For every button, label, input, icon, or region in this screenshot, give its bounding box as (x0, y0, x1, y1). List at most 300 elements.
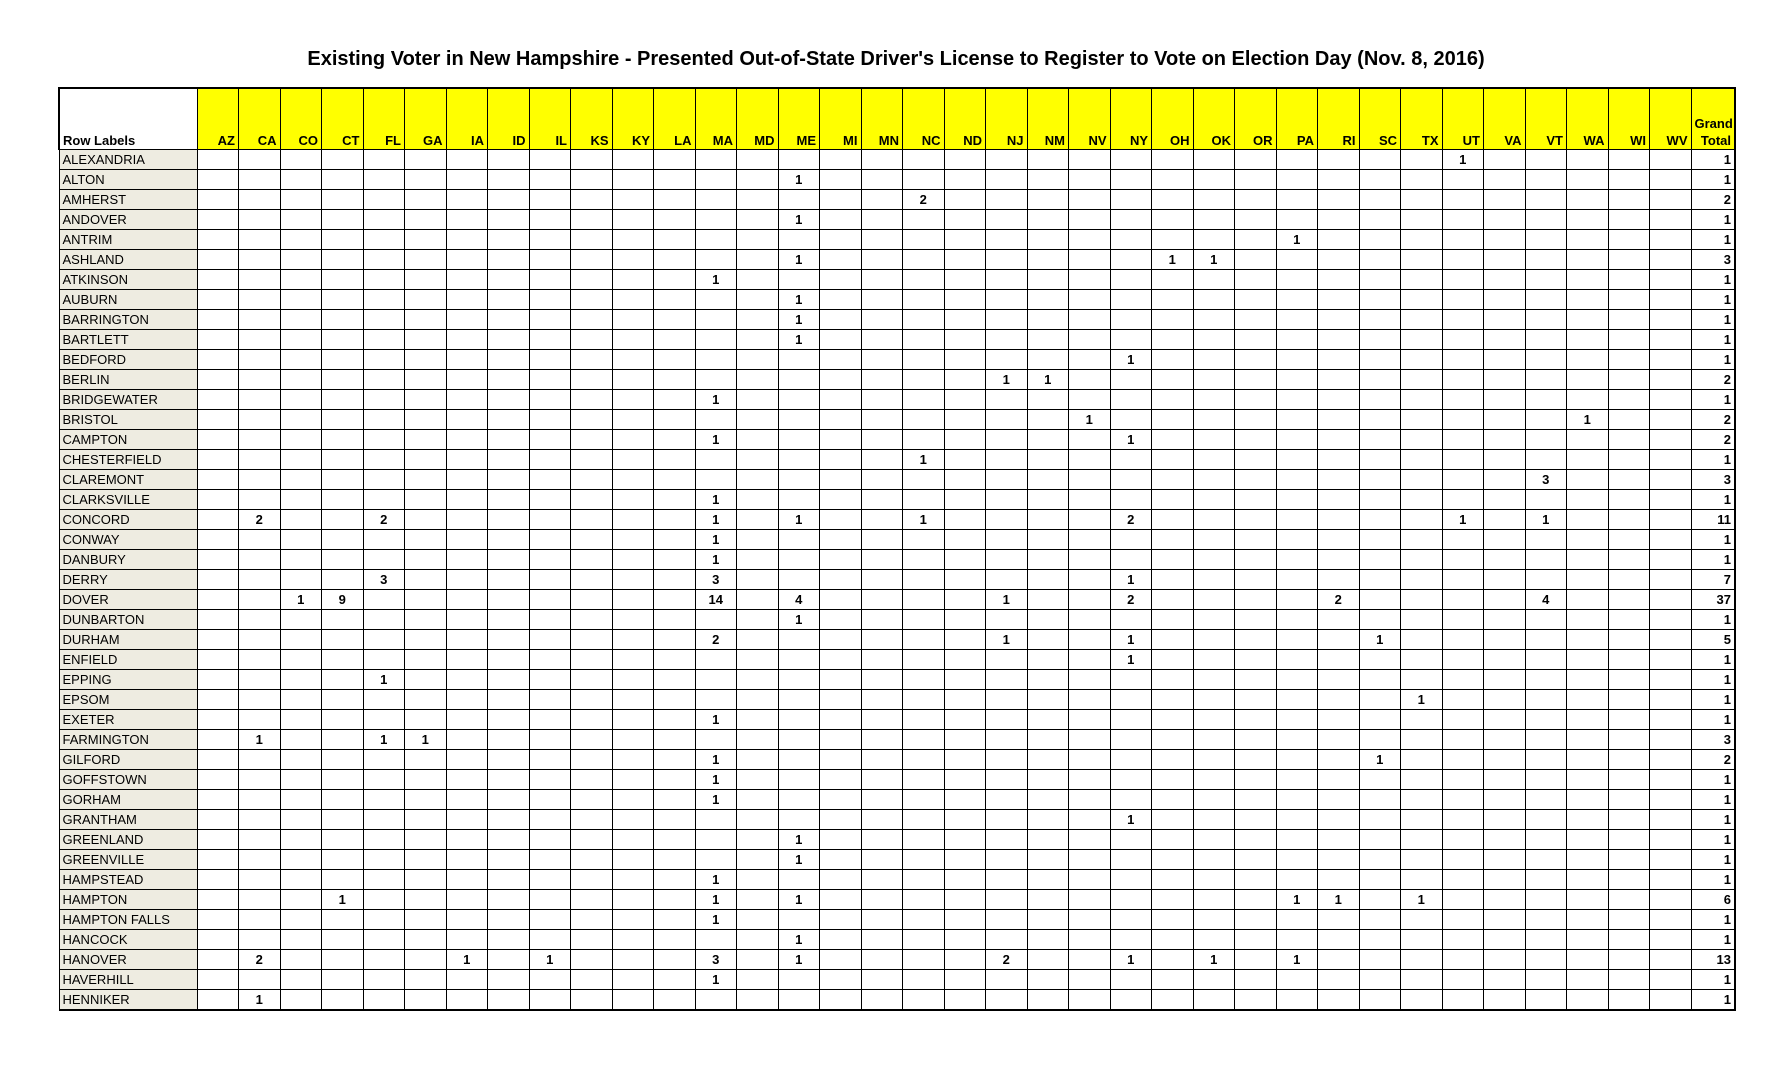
cell-il[interactable] (529, 350, 571, 370)
cell-az[interactable] (197, 470, 239, 490)
cell-sc[interactable] (1359, 210, 1401, 230)
cell-ct[interactable] (322, 290, 364, 310)
cell-wa[interactable] (1567, 530, 1609, 550)
cell-il[interactable] (529, 470, 571, 490)
cell-nc[interactable] (903, 910, 945, 930)
column-header-pa[interactable]: PA (1276, 88, 1318, 150)
cell-az[interactable] (197, 910, 239, 930)
cell-or[interactable] (1235, 630, 1277, 650)
cell-nj[interactable] (986, 650, 1028, 670)
cell-mn[interactable] (861, 870, 903, 890)
cell-co[interactable] (280, 290, 322, 310)
cell-ok[interactable] (1193, 750, 1235, 770)
row-label[interactable]: HAVERHILL (59, 970, 197, 990)
cell-la[interactable] (654, 410, 696, 430)
column-header-nv[interactable]: NV (1069, 88, 1111, 150)
cell-md[interactable] (737, 230, 779, 250)
cell-nm[interactable] (1027, 870, 1069, 890)
cell-sc[interactable] (1359, 770, 1401, 790)
cell-ok[interactable] (1193, 390, 1235, 410)
cell-ma[interactable]: 1 (695, 910, 737, 930)
cell-ct[interactable] (322, 930, 364, 950)
cell-wv[interactable] (1650, 190, 1692, 210)
cell-ks[interactable] (571, 690, 613, 710)
cell-nm[interactable] (1027, 490, 1069, 510)
cell-fl[interactable] (363, 690, 405, 710)
cell-sc[interactable] (1359, 790, 1401, 810)
grand-total-cell[interactable]: 1 (1691, 310, 1735, 330)
cell-va[interactable] (1484, 670, 1526, 690)
cell-ut[interactable] (1442, 230, 1484, 250)
cell-or[interactable] (1235, 730, 1277, 750)
cell-la[interactable] (654, 690, 696, 710)
cell-az[interactable] (197, 850, 239, 870)
cell-ky[interactable] (612, 670, 654, 690)
cell-nc[interactable] (903, 690, 945, 710)
cell-pa[interactable] (1276, 170, 1318, 190)
cell-la[interactable] (654, 670, 696, 690)
cell-nd[interactable] (944, 750, 986, 770)
cell-ut[interactable] (1442, 730, 1484, 750)
grand-total-cell[interactable]: 1 (1691, 970, 1735, 990)
cell-co[interactable] (280, 790, 322, 810)
cell-la[interactable] (654, 870, 696, 890)
cell-sc[interactable] (1359, 710, 1401, 730)
cell-pa[interactable] (1276, 830, 1318, 850)
cell-ga[interactable] (405, 170, 447, 190)
cell-id[interactable] (488, 770, 530, 790)
cell-wa[interactable] (1567, 210, 1609, 230)
cell-mn[interactable] (861, 830, 903, 850)
cell-fl[interactable] (363, 610, 405, 630)
cell-ri[interactable] (1318, 410, 1360, 430)
cell-ca[interactable]: 2 (239, 510, 281, 530)
cell-ga[interactable] (405, 790, 447, 810)
cell-oh[interactable] (1152, 470, 1194, 490)
cell-nd[interactable] (944, 950, 986, 970)
cell-tx[interactable] (1401, 650, 1443, 670)
cell-wv[interactable] (1650, 330, 1692, 350)
cell-mi[interactable] (820, 610, 862, 630)
cell-la[interactable] (654, 450, 696, 470)
cell-la[interactable] (654, 970, 696, 990)
cell-az[interactable] (197, 410, 239, 430)
cell-il[interactable] (529, 590, 571, 610)
cell-ga[interactable] (405, 470, 447, 490)
cell-ky[interactable] (612, 710, 654, 730)
row-label[interactable]: AMHERST (59, 190, 197, 210)
cell-ks[interactable] (571, 890, 613, 910)
cell-ks[interactable] (571, 870, 613, 890)
cell-wa[interactable] (1567, 750, 1609, 770)
cell-oh[interactable] (1152, 790, 1194, 810)
cell-ks[interactable] (571, 290, 613, 310)
row-label[interactable]: CONWAY (59, 530, 197, 550)
row-label[interactable]: BRIDGEWATER (59, 390, 197, 410)
cell-ri[interactable] (1318, 870, 1360, 890)
cell-co[interactable]: 1 (280, 590, 322, 610)
cell-ri[interactable] (1318, 770, 1360, 790)
cell-nv[interactable] (1069, 310, 1111, 330)
cell-nc[interactable] (903, 550, 945, 570)
cell-ks[interactable] (571, 750, 613, 770)
cell-va[interactable] (1484, 710, 1526, 730)
cell-oh[interactable] (1152, 210, 1194, 230)
cell-nd[interactable] (944, 210, 986, 230)
cell-la[interactable] (654, 170, 696, 190)
cell-ma[interactable] (695, 810, 737, 830)
cell-ks[interactable] (571, 770, 613, 790)
grand-total-cell[interactable]: 2 (1691, 430, 1735, 450)
cell-ga[interactable] (405, 630, 447, 650)
cell-la[interactable] (654, 590, 696, 610)
cell-co[interactable] (280, 230, 322, 250)
cell-pa[interactable]: 1 (1276, 230, 1318, 250)
cell-ks[interactable] (571, 350, 613, 370)
cell-md[interactable] (737, 410, 779, 430)
cell-ma[interactable] (695, 830, 737, 850)
column-header-il[interactable]: IL (529, 88, 571, 150)
cell-il[interactable] (529, 930, 571, 950)
column-header-ks[interactable]: KS (571, 88, 613, 150)
cell-fl[interactable] (363, 210, 405, 230)
cell-ri[interactable] (1318, 830, 1360, 850)
cell-ma[interactable]: 1 (695, 890, 737, 910)
cell-me[interactable]: 1 (778, 930, 820, 950)
cell-ky[interactable] (612, 570, 654, 590)
cell-co[interactable] (280, 490, 322, 510)
cell-co[interactable] (280, 330, 322, 350)
cell-ky[interactable] (612, 510, 654, 530)
cell-ok[interactable] (1193, 490, 1235, 510)
cell-me[interactable] (778, 430, 820, 450)
cell-oh[interactable] (1152, 430, 1194, 450)
cell-ri[interactable] (1318, 330, 1360, 350)
row-label[interactable]: BERLIN (59, 370, 197, 390)
cell-oh[interactable] (1152, 310, 1194, 330)
cell-ut[interactable] (1442, 970, 1484, 990)
cell-id[interactable] (488, 250, 530, 270)
cell-mi[interactable] (820, 690, 862, 710)
cell-wv[interactable] (1650, 470, 1692, 490)
cell-ga[interactable] (405, 890, 447, 910)
column-header-wv[interactable]: WV (1650, 88, 1692, 150)
cell-la[interactable] (654, 810, 696, 830)
grand-total-cell[interactable]: 6 (1691, 890, 1735, 910)
cell-tx[interactable]: 1 (1401, 690, 1443, 710)
cell-sc[interactable] (1359, 870, 1401, 890)
cell-mn[interactable] (861, 410, 903, 430)
cell-ia[interactable] (446, 630, 488, 650)
cell-ks[interactable] (571, 270, 613, 290)
cell-ut[interactable] (1442, 690, 1484, 710)
cell-or[interactable] (1235, 290, 1277, 310)
cell-ct[interactable] (322, 990, 364, 1011)
cell-ny[interactable] (1110, 290, 1152, 310)
cell-wa[interactable] (1567, 170, 1609, 190)
cell-il[interactable] (529, 490, 571, 510)
cell-pa[interactable]: 1 (1276, 950, 1318, 970)
cell-id[interactable] (488, 490, 530, 510)
cell-oh[interactable]: 1 (1152, 250, 1194, 270)
cell-ca[interactable] (239, 450, 281, 470)
cell-sc[interactable] (1359, 810, 1401, 830)
cell-id[interactable] (488, 350, 530, 370)
cell-nm[interactable] (1027, 430, 1069, 450)
cell-md[interactable] (737, 490, 779, 510)
cell-pa[interactable] (1276, 750, 1318, 770)
cell-nv[interactable] (1069, 510, 1111, 530)
cell-ok[interactable] (1193, 870, 1235, 890)
cell-az[interactable] (197, 550, 239, 570)
cell-ks[interactable] (571, 190, 613, 210)
cell-mn[interactable] (861, 390, 903, 410)
cell-mn[interactable] (861, 850, 903, 870)
cell-nc[interactable] (903, 590, 945, 610)
cell-ok[interactable] (1193, 770, 1235, 790)
cell-vt[interactable] (1525, 630, 1567, 650)
cell-fl[interactable] (363, 190, 405, 210)
grand-total-cell[interactable]: 1 (1691, 830, 1735, 850)
cell-mi[interactable] (820, 830, 862, 850)
cell-mi[interactable] (820, 190, 862, 210)
cell-ky[interactable] (612, 830, 654, 850)
cell-az[interactable] (197, 770, 239, 790)
cell-ks[interactable] (571, 490, 613, 510)
cell-ri[interactable] (1318, 170, 1360, 190)
cell-az[interactable] (197, 710, 239, 730)
cell-la[interactable] (654, 630, 696, 650)
row-label[interactable]: HAMPTON FALLS (59, 910, 197, 930)
cell-tx[interactable] (1401, 290, 1443, 310)
grand-total-cell[interactable]: 13 (1691, 950, 1735, 970)
cell-nj[interactable] (986, 910, 1028, 930)
cell-mi[interactable] (820, 770, 862, 790)
cell-me[interactable] (778, 970, 820, 990)
cell-sc[interactable] (1359, 570, 1401, 590)
cell-az[interactable] (197, 150, 239, 170)
cell-vt[interactable] (1525, 930, 1567, 950)
cell-la[interactable] (654, 650, 696, 670)
cell-md[interactable] (737, 730, 779, 750)
cell-il[interactable] (529, 330, 571, 350)
cell-ca[interactable] (239, 710, 281, 730)
cell-vt[interactable] (1525, 370, 1567, 390)
cell-wi[interactable] (1608, 950, 1650, 970)
cell-mn[interactable] (861, 930, 903, 950)
cell-wa[interactable] (1567, 850, 1609, 870)
cell-co[interactable] (280, 810, 322, 830)
cell-fl[interactable] (363, 650, 405, 670)
cell-nd[interactable] (944, 270, 986, 290)
cell-tx[interactable] (1401, 510, 1443, 530)
cell-me[interactable]: 1 (778, 210, 820, 230)
cell-ky[interactable] (612, 690, 654, 710)
cell-nd[interactable] (944, 890, 986, 910)
row-label[interactable]: HAMPTON (59, 890, 197, 910)
cell-nj[interactable] (986, 410, 1028, 430)
cell-oh[interactable] (1152, 990, 1194, 1011)
cell-sc[interactable] (1359, 170, 1401, 190)
row-label[interactable]: BARRINGTON (59, 310, 197, 330)
cell-nc[interactable] (903, 810, 945, 830)
cell-ok[interactable] (1193, 730, 1235, 750)
cell-ri[interactable] (1318, 470, 1360, 490)
cell-wa[interactable] (1567, 670, 1609, 690)
cell-va[interactable] (1484, 330, 1526, 350)
grand-total-cell[interactable]: 1 (1691, 350, 1735, 370)
row-label[interactable]: GOFFSTOWN (59, 770, 197, 790)
cell-wv[interactable] (1650, 450, 1692, 470)
cell-ia[interactable] (446, 710, 488, 730)
cell-sc[interactable] (1359, 350, 1401, 370)
cell-wi[interactable] (1608, 790, 1650, 810)
row-label[interactable]: GREENVILLE (59, 850, 197, 870)
cell-sc[interactable] (1359, 930, 1401, 950)
cell-mi[interactable] (820, 450, 862, 470)
cell-ks[interactable] (571, 550, 613, 570)
cell-nm[interactable] (1027, 630, 1069, 650)
cell-az[interactable] (197, 650, 239, 670)
cell-ct[interactable] (322, 490, 364, 510)
cell-mn[interactable] (861, 150, 903, 170)
cell-nj[interactable] (986, 690, 1028, 710)
cell-ny[interactable] (1110, 190, 1152, 210)
cell-ut[interactable] (1442, 550, 1484, 570)
cell-ct[interactable] (322, 550, 364, 570)
cell-fl[interactable] (363, 970, 405, 990)
cell-co[interactable] (280, 710, 322, 730)
cell-ct[interactable] (322, 250, 364, 270)
cell-vt[interactable] (1525, 710, 1567, 730)
cell-ca[interactable] (239, 530, 281, 550)
cell-mn[interactable] (861, 490, 903, 510)
cell-ca[interactable] (239, 230, 281, 250)
cell-nj[interactable] (986, 990, 1028, 1011)
cell-or[interactable] (1235, 150, 1277, 170)
cell-ma[interactable]: 3 (695, 570, 737, 590)
cell-ma[interactable] (695, 350, 737, 370)
cell-ia[interactable] (446, 750, 488, 770)
cell-nd[interactable] (944, 530, 986, 550)
cell-nc[interactable]: 1 (903, 450, 945, 470)
cell-va[interactable] (1484, 890, 1526, 910)
cell-ca[interactable] (239, 490, 281, 510)
cell-ks[interactable] (571, 790, 613, 810)
cell-id[interactable] (488, 510, 530, 530)
cell-nd[interactable] (944, 990, 986, 1011)
cell-ny[interactable] (1110, 390, 1152, 410)
cell-mi[interactable] (820, 350, 862, 370)
cell-mi[interactable] (820, 390, 862, 410)
cell-sc[interactable] (1359, 490, 1401, 510)
cell-mn[interactable] (861, 450, 903, 470)
row-label[interactable]: ALEXANDRIA (59, 150, 197, 170)
cell-mi[interactable] (820, 490, 862, 510)
cell-md[interactable] (737, 910, 779, 930)
cell-ga[interactable] (405, 970, 447, 990)
cell-mn[interactable] (861, 670, 903, 690)
cell-nc[interactable] (903, 250, 945, 270)
cell-ca[interactable] (239, 850, 281, 870)
cell-nd[interactable] (944, 230, 986, 250)
cell-ok[interactable] (1193, 590, 1235, 610)
cell-tx[interactable] (1401, 490, 1443, 510)
cell-ok[interactable] (1193, 170, 1235, 190)
cell-nm[interactable] (1027, 830, 1069, 850)
cell-me[interactable] (778, 350, 820, 370)
cell-ma[interactable] (695, 730, 737, 750)
cell-ky[interactable] (612, 650, 654, 670)
row-label[interactable]: BRISTOL (59, 410, 197, 430)
cell-id[interactable] (488, 750, 530, 770)
cell-nj[interactable] (986, 730, 1028, 750)
cell-fl[interactable] (363, 910, 405, 930)
cell-ky[interactable] (612, 430, 654, 450)
cell-ma[interactable] (695, 670, 737, 690)
cell-vt[interactable] (1525, 610, 1567, 630)
cell-ct[interactable] (322, 210, 364, 230)
column-header-oh[interactable]: OH (1152, 88, 1194, 150)
cell-ut[interactable] (1442, 490, 1484, 510)
cell-nj[interactable] (986, 170, 1028, 190)
cell-nd[interactable] (944, 550, 986, 570)
cell-nj[interactable] (986, 870, 1028, 890)
cell-wi[interactable] (1608, 990, 1650, 1011)
cell-mn[interactable] (861, 290, 903, 310)
cell-nv[interactable] (1069, 690, 1111, 710)
cell-ok[interactable] (1193, 910, 1235, 930)
cell-ky[interactable] (612, 770, 654, 790)
cell-vt[interactable] (1525, 670, 1567, 690)
cell-ga[interactable] (405, 930, 447, 950)
grand-total-cell[interactable]: 3 (1691, 250, 1735, 270)
cell-wi[interactable] (1608, 230, 1650, 250)
cell-pa[interactable] (1276, 610, 1318, 630)
grand-total-cell[interactable]: 1 (1691, 230, 1735, 250)
cell-vt[interactable] (1525, 570, 1567, 590)
cell-ia[interactable] (446, 850, 488, 870)
cell-fl[interactable] (363, 430, 405, 450)
cell-id[interactable] (488, 670, 530, 690)
cell-me[interactable] (778, 770, 820, 790)
cell-mn[interactable] (861, 650, 903, 670)
cell-wi[interactable] (1608, 570, 1650, 590)
cell-ia[interactable] (446, 310, 488, 330)
cell-nj[interactable] (986, 970, 1028, 990)
cell-nv[interactable] (1069, 370, 1111, 390)
grand-total-cell[interactable]: 3 (1691, 470, 1735, 490)
cell-wv[interactable] (1650, 410, 1692, 430)
grand-total-cell[interactable]: 1 (1691, 610, 1735, 630)
cell-mn[interactable] (861, 990, 903, 1011)
cell-pa[interactable] (1276, 330, 1318, 350)
cell-mn[interactable] (861, 810, 903, 830)
cell-tx[interactable] (1401, 870, 1443, 890)
cell-nd[interactable] (944, 330, 986, 350)
cell-co[interactable] (280, 690, 322, 710)
cell-mn[interactable] (861, 550, 903, 570)
cell-il[interactable] (529, 970, 571, 990)
grand-total-cell[interactable]: 1 (1691, 390, 1735, 410)
cell-nc[interactable] (903, 230, 945, 250)
cell-ok[interactable]: 1 (1193, 950, 1235, 970)
cell-ga[interactable] (405, 690, 447, 710)
cell-vt[interactable]: 4 (1525, 590, 1567, 610)
cell-md[interactable] (737, 850, 779, 870)
cell-ny[interactable] (1110, 410, 1152, 430)
cell-ny[interactable] (1110, 470, 1152, 490)
